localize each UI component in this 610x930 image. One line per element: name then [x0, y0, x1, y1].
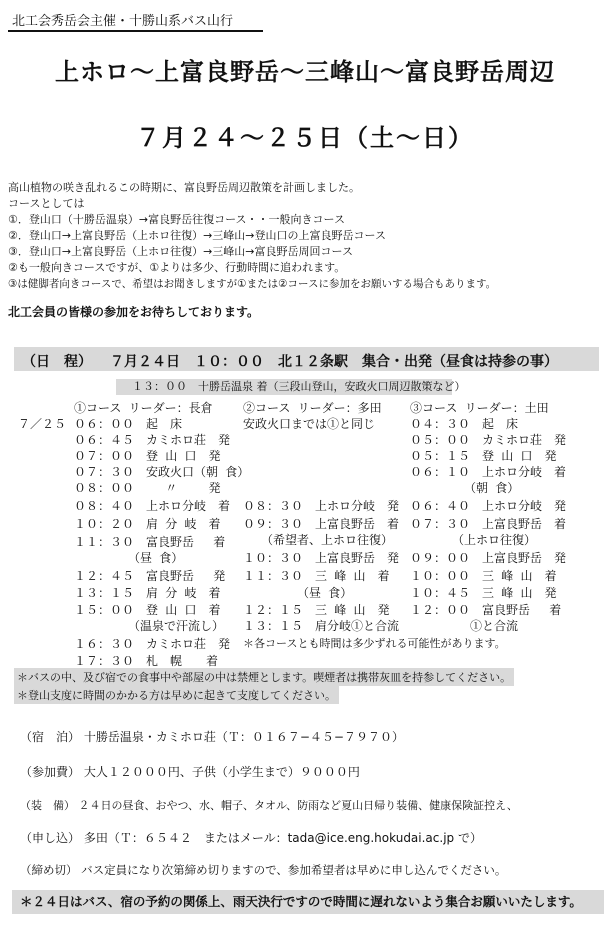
- info-value: バス定員になり次第締め切りますので、参加希望者は早めに申し込んでください。: [81, 863, 507, 877]
- final-notice: ＊２４日はバス、宿の予約の関係上、雨天決行ですので時間に遅れないよう集合お願いいたします。: [12, 890, 604, 914]
- schedule-row: １０：３０ 上富良野岳 発: [243, 551, 400, 565]
- course-2-sub: 安政火口までは①と同じ: [243, 417, 376, 431]
- schedule-row: １０：２０ 肩 分 岐 着: [74, 517, 221, 531]
- info-label: （申し込）: [20, 831, 81, 845]
- schedule-row: （昼 食）: [243, 586, 353, 600]
- info-label: （締め切）: [20, 863, 78, 877]
- intro-line: ③は健脚者向きコースで、希望はお聞きしますが①または②コースに参加をお願いする場合もあります。: [8, 278, 497, 290]
- schedule-row: ０８：４０ 上ホロ分岐 着: [74, 499, 231, 513]
- schedule-row: １０：４５ 三 峰 山 発: [410, 586, 557, 600]
- schedule-text: ７月２４日 １０：００ 北１２条駅 集合・出発（昼食は持参の事）: [110, 354, 558, 370]
- invite-text: 北工会員の皆様の参加をお待ちしております。: [8, 305, 260, 319]
- schedule-label: （日 程）: [22, 354, 92, 370]
- intro-line: ①．登山口（十勝岳温泉）→富良野岳往復コース・・一般向きコース: [8, 213, 345, 226]
- schedule-row: １１：３０ 富良野岳 着: [74, 535, 226, 549]
- schedule-row: ０６：４５ カミホロ荘 発: [74, 433, 231, 447]
- schedule-row: ０５：１５ 登 山 口 発: [410, 449, 557, 463]
- schedule-row: １２：００ 富良野岳 着: [410, 603, 562, 617]
- page-title: 上ホロ〜上富良野岳〜三峰山〜富良野岳周辺: [55, 58, 555, 86]
- schedule-row: ０７：３０ 上富良野岳 着: [410, 517, 567, 531]
- schedule-row: １３：１５ 肩分岐①と合流: [243, 619, 400, 633]
- schedule-row: ０６：１０ 上ホロ分岐 着: [410, 465, 567, 479]
- schedule-row: （上ホロ往復）: [410, 533, 537, 547]
- schedule-row: ０６：００ 起 床: [74, 417, 183, 431]
- schedule-line-2: １３：００ 十勝岳温泉 着（三段山登山，安政火口周辺散策など）: [116, 379, 452, 395]
- event-date: ７月２４〜２５日（土〜日）: [136, 124, 474, 152]
- schedule-row: ０９：３０ 上富良野岳 着: [243, 517, 400, 531]
- course-note: ＊各コースとも時間は多少ずれる可能性があります。: [243, 637, 506, 650]
- info-value: 十勝岳温泉・カミホロ荘（Ｔ：０１６７−４５−７９７０）: [83, 730, 404, 744]
- schedule-row: １７：３０ 札 幌 着: [74, 654, 219, 668]
- schedule-row: ０５：００ カミホロ荘 発: [410, 433, 567, 447]
- intro-line: ③．登山口→上富良野岳（上ホロ往復）→三峰山→富良野岳周回コース: [8, 245, 353, 258]
- schedule-row: ①と合流: [410, 619, 519, 633]
- schedule-row: ０４：３０ 起 床: [410, 417, 519, 431]
- schedule-row: １６：３０ カミホロ荘 発: [74, 637, 231, 651]
- schedule-row: ０９：００ 上富良野岳 発: [410, 551, 567, 565]
- schedule-row: ０６：４０ 上ホロ分岐 発: [410, 499, 567, 513]
- schedule-row: １３：１５ 肩 分 岐 着: [74, 586, 221, 600]
- day2-label: ７／２５: [18, 417, 67, 431]
- schedule-row: ０７：３０ 安政火口（朝 食）: [74, 465, 250, 479]
- info-label: （装 備）: [20, 799, 75, 812]
- schedule-row: １０：００ 三 峰 山 着: [410, 569, 557, 583]
- schedule-row: １２：１５ 三 峰 山 発: [243, 603, 390, 617]
- course-2-header: ②コース リーダー：多田: [243, 401, 382, 415]
- info-label: （参加費）: [20, 765, 81, 779]
- schedule-row: （温泉で汗流し）: [74, 619, 225, 633]
- smoking-note: ＊バスの中、及び宿での食事中や部屋の中は禁煙とします。喫煙者は携帯灰皿を持参してください。: [14, 668, 514, 686]
- schedule-row: １１：３０ 三 峰 山 着: [243, 569, 390, 583]
- course-3-header: ③コース リーダー：土田: [410, 401, 549, 415]
- info-label: （宿 泊）: [20, 730, 81, 744]
- prep-note: ＊登山支度に時間のかかる方は早めに起きて支度してください。: [14, 686, 339, 704]
- schedule-row: ０８：００ 〃 発: [74, 481, 221, 495]
- header-underline: [8, 30, 263, 32]
- organizer-header: 北工会秀岳会主催・十勝山系バス山行: [12, 14, 234, 29]
- intro-line: ②．登山口→上富良野岳（上ホロ往復）→三峰山→登山口の上富良野岳コース: [8, 229, 386, 242]
- info-value: ２４日の昼食、おやつ、水、帽子、タオル、防雨など夏山日帰り装備、健康保険証控え、: [78, 799, 518, 812]
- info-value: 多田（Ｔ：６５４２ またはメール：tada@ice.eng.hokudai.ac.jp で）: [83, 831, 482, 845]
- schedule-row: （昼 食）: [74, 551, 184, 565]
- schedule-row: ０７：００ 登 山 口 発: [74, 449, 221, 463]
- schedule-row: （希望者、上ホロ往復）: [243, 533, 394, 547]
- schedule-bar: [14, 347, 599, 371]
- schedule-row: １２：４５ 富良野岳 発: [74, 569, 226, 583]
- course-1-header: ①コース リーダー：長倉: [74, 401, 213, 415]
- schedule-row: ０８：３０ 上ホロ分岐 発: [243, 499, 400, 513]
- schedule-row: １５：００ 登 山 口 着: [74, 603, 221, 617]
- intro-line: コースとしては: [8, 197, 85, 210]
- intro-line: 高山植物の咲き乱れるこの時期に、富良野岳周辺散策を計画しました。: [8, 181, 360, 194]
- info-value: 大人１２０００円、子供（小学生まで）９０００円: [83, 765, 360, 779]
- intro-line: ②も一般向きコースですが、①よりは多少、行動時間に追われます。: [8, 261, 346, 274]
- schedule-row: （朝 食）: [410, 481, 520, 495]
